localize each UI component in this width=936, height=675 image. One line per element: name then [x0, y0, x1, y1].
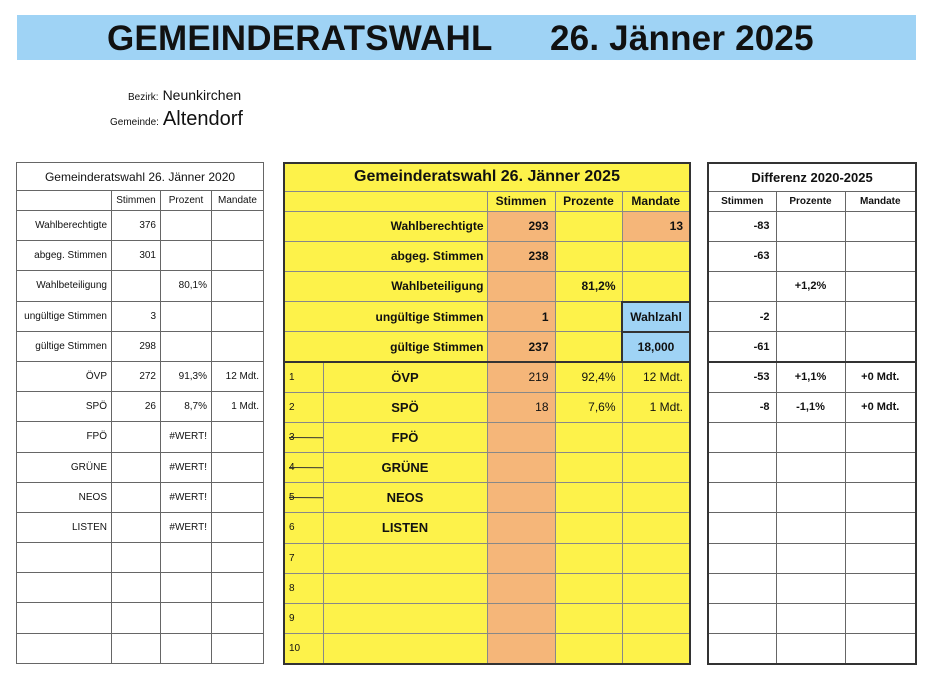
table-row: [17, 301, 264, 331]
table-row: [17, 241, 264, 271]
row-label: gültige Stimmen: [284, 332, 487, 362]
row-number: 2: [284, 392, 323, 422]
table-row: [284, 241, 690, 271]
table-row: [708, 603, 916, 633]
table-row: [708, 634, 916, 664]
row-label: abgeg. Stimmen: [284, 241, 487, 271]
stimmen-cell: [487, 422, 555, 452]
mandate-cell: [212, 331, 264, 361]
prozent-cell: #WERT!: [161, 512, 212, 542]
prozent-cell: #WERT!: [161, 482, 212, 512]
party-label: GRÜNE: [17, 452, 112, 482]
stimmen-diff-cell: [708, 483, 776, 513]
table-row: [708, 483, 916, 513]
table-row: [284, 211, 690, 241]
table-row: [708, 271, 916, 301]
prozent-diff-cell: +1,1%: [776, 362, 845, 392]
table-row: [708, 392, 916, 422]
header-mandate: Mandate: [212, 191, 264, 211]
table-row: [17, 543, 264, 573]
party-label: [17, 543, 112, 573]
stimmen-cell: 376: [112, 211, 161, 241]
row-number: 6: [284, 513, 323, 543]
mandate-cell: [622, 453, 690, 483]
table-row: [17, 452, 264, 482]
table-row: [17, 482, 264, 512]
prozent-cell: [161, 633, 212, 663]
table-row: [17, 573, 264, 603]
prozent-cell: [555, 453, 622, 483]
table-row: [708, 241, 916, 271]
prozent-cell: [555, 211, 622, 241]
prozent-diff-cell: [776, 603, 845, 633]
mandate-cell: [212, 301, 264, 331]
results-table-2020: [16, 162, 264, 664]
table-row: [708, 453, 916, 483]
mandate-cell: [212, 452, 264, 482]
bezirk-value: Neunkirchen: [162, 87, 242, 103]
party-label: SPÖ: [323, 392, 487, 422]
mandate-cell: Wahlzahl: [622, 302, 690, 332]
prozent-cell: [161, 603, 212, 633]
party-label: SPÖ: [17, 392, 112, 422]
stimmen-cell: [112, 422, 161, 452]
prozent-diff-cell: [776, 483, 845, 513]
stimmen-diff-cell: [708, 422, 776, 452]
prozent-cell: [161, 301, 212, 331]
header-mandate: Mandate: [845, 191, 916, 211]
prozent-cell: [161, 241, 212, 271]
table-row: [17, 392, 264, 422]
row-label: Wahlberechtigte: [17, 211, 112, 241]
stimmen-diff-cell: [708, 573, 776, 603]
mandate-diff-cell: [845, 241, 916, 271]
mandate-cell: [622, 634, 690, 664]
table-row: [284, 362, 690, 392]
stimmen-cell: 3: [112, 301, 161, 331]
party-label: [17, 603, 112, 633]
mandate-cell: [212, 422, 264, 452]
header-blank: [284, 191, 487, 211]
header-stimmen: Stimmen: [487, 191, 555, 211]
table-row: [17, 422, 264, 452]
stimmen-cell: [487, 513, 555, 543]
table-row: [284, 483, 690, 513]
mandate-cell: [212, 241, 264, 271]
prozent-diff-cell: [776, 332, 845, 362]
table-row: [708, 543, 916, 573]
stimmen-diff-cell: -63: [708, 241, 776, 271]
table-row: [17, 211, 264, 241]
banner-date: 26. Jänner 2025: [550, 19, 814, 58]
stimmen-cell: [487, 634, 555, 664]
row-label: abgeg. Stimmen: [17, 241, 112, 271]
prozent-diff-cell: [776, 634, 845, 664]
table-row: [17, 633, 264, 663]
prozent-cell: [555, 302, 622, 332]
prozent-cell: [161, 543, 212, 573]
row-label: ungültige Stimmen: [284, 302, 487, 332]
party-label: FPÖ: [17, 422, 112, 452]
row-label: Wahlberechtigte: [284, 211, 487, 241]
prozent-diff-cell: [776, 543, 845, 573]
stimmen-cell: [487, 453, 555, 483]
stimmen-cell: 219: [487, 362, 555, 392]
mandate-cell: 1 Mdt.: [622, 392, 690, 422]
gemeinde-line: [110, 108, 243, 131]
mandate-diff-cell: [845, 302, 916, 332]
mandate-diff-cell: [845, 603, 916, 633]
stimmen-cell: 293: [487, 211, 555, 241]
party-label: ÖVP: [323, 362, 487, 392]
mandate-cell: [212, 573, 264, 603]
prozent-diff-cell: [776, 422, 845, 452]
party-label: NEOS: [323, 483, 487, 513]
stimmen-diff-cell: [708, 603, 776, 633]
stimmen-diff-cell: [708, 513, 776, 543]
gemeinde-label: Gemeinde:: [110, 117, 159, 128]
party-label: [323, 543, 487, 573]
mandate-diff-cell: [845, 453, 916, 483]
prozent-cell: [555, 422, 622, 452]
party-label: FPÖ: [323, 422, 487, 452]
stimmen-diff-cell: [708, 634, 776, 664]
mandate-diff-cell: [845, 573, 916, 603]
mandate-cell: [212, 271, 264, 301]
prozent-cell: [555, 634, 622, 664]
prozent-cell: [161, 573, 212, 603]
stimmen-cell: [112, 573, 161, 603]
prozent-diff-cell: -1,1%: [776, 392, 845, 422]
mandate-cell: 12 Mdt.: [622, 362, 690, 392]
stimmen-cell: [112, 603, 161, 633]
header-stimmen: Stimmen: [708, 191, 776, 211]
row-number: 4: [284, 453, 323, 483]
table-row: [17, 603, 264, 633]
stimmen-diff-cell: -61: [708, 332, 776, 362]
banner-title: GEMEINDERATSWAHL: [107, 19, 493, 58]
stimmen-cell: 272: [112, 361, 161, 391]
mandate-cell: [622, 543, 690, 573]
mandate-cell: [212, 603, 264, 633]
stimmen-cell: 238: [487, 241, 555, 271]
mandate-cell: [212, 482, 264, 512]
prozent-diff-cell: [776, 513, 845, 543]
prozent-cell: [555, 573, 622, 603]
party-label: [323, 603, 487, 633]
prozent-cell: [161, 211, 212, 241]
stimmen-cell: [487, 483, 555, 513]
table-row: [708, 573, 916, 603]
prozent-diff-cell: [776, 302, 845, 332]
mandate-diff-cell: [845, 271, 916, 301]
prozent-cell: [161, 331, 212, 361]
table-2020-title: Gemeinderatswahl 26. Jänner 2020: [17, 163, 264, 191]
party-label: [17, 633, 112, 663]
row-number: 3: [284, 422, 323, 452]
header-blank: [17, 191, 112, 211]
table-row: [284, 392, 690, 422]
header-mandate: Mandate: [622, 191, 690, 211]
mandate-diff-cell: [845, 543, 916, 573]
table-row: [708, 362, 916, 392]
results-table-2025: [283, 162, 691, 665]
prozent-diff-cell: [776, 211, 845, 241]
stimmen-diff-cell: -2: [708, 302, 776, 332]
table-row: [284, 634, 690, 664]
table-row: [284, 543, 690, 573]
mandate-cell: [622, 513, 690, 543]
stimmen-cell: [487, 543, 555, 573]
table-row: [17, 361, 264, 391]
party-label: LISTEN: [17, 512, 112, 542]
title-banner: [17, 15, 916, 60]
stimmen-cell: [112, 633, 161, 663]
stimmen-cell: [112, 271, 161, 301]
stimmen-cell: [487, 573, 555, 603]
party-label: GRÜNE: [323, 453, 487, 483]
row-label: Wahlbeteiligung: [17, 271, 112, 301]
mandate-diff-cell: [845, 332, 916, 362]
stimmen-diff-cell: [708, 543, 776, 573]
mandate-cell: 18,000: [622, 332, 690, 362]
row-number: 1: [284, 362, 323, 392]
stimmen-cell: 298: [112, 331, 161, 361]
mandate-cell: 13: [622, 211, 690, 241]
prozent-diff-cell: [776, 241, 845, 271]
mandate-cell: [622, 483, 690, 513]
header-prozent: Prozent: [161, 191, 212, 211]
mandate-cell: [622, 422, 690, 452]
table-row: [708, 422, 916, 452]
table-row: [708, 302, 916, 332]
row-label: ungültige Stimmen: [17, 301, 112, 331]
stimmen-cell: 237: [487, 332, 555, 362]
mandate-cell: [212, 633, 264, 663]
table-row: [708, 513, 916, 543]
mandate-cell: 12 Mdt.: [212, 361, 264, 391]
prozent-cell: [555, 483, 622, 513]
gemeinde-value: Altendorf: [162, 108, 243, 130]
mandate-diff-cell: [845, 513, 916, 543]
bezirk-line: [128, 87, 241, 103]
prozent-cell: [555, 241, 622, 271]
prozent-cell: 92,4%: [555, 362, 622, 392]
mandate-cell: [212, 543, 264, 573]
mandate-cell: 1 Mdt.: [212, 392, 264, 422]
mandate-diff-cell: [845, 483, 916, 513]
prozent-cell: 80,1%: [161, 271, 212, 301]
table-row: [284, 422, 690, 452]
table-row: [17, 331, 264, 361]
row-number: 8: [284, 573, 323, 603]
stimmen-diff-cell: -8: [708, 392, 776, 422]
mandate-cell: [622, 241, 690, 271]
table-row: [708, 211, 916, 241]
mandate-cell: [622, 271, 690, 301]
table-row: [17, 271, 264, 301]
row-number: 5: [284, 483, 323, 513]
mandate-cell: [212, 211, 264, 241]
stimmen-cell: [112, 543, 161, 573]
party-label: [17, 573, 112, 603]
header-stimmen: Stimmen: [112, 191, 161, 211]
stimmen-diff-cell: [708, 453, 776, 483]
bezirk-label: Bezirk:: [128, 92, 159, 103]
party-label: [323, 634, 487, 664]
prozent-cell: 91,3%: [161, 361, 212, 391]
party-label: NEOS: [17, 482, 112, 512]
table-2025-title: Gemeinderatswahl 26. Jänner 2025: [284, 163, 690, 191]
table-row: [284, 453, 690, 483]
header-prozente: Prozente: [555, 191, 622, 211]
mandate-cell: [622, 573, 690, 603]
stimmen-cell: 26: [112, 392, 161, 422]
difference-table: [707, 162, 917, 665]
table-row: [284, 573, 690, 603]
prozent-diff-cell: [776, 453, 845, 483]
row-number: 9: [284, 603, 323, 633]
party-label: [323, 573, 487, 603]
prozent-cell: 7,6%: [555, 392, 622, 422]
prozent-cell: 8,7%: [161, 392, 212, 422]
row-number: 7: [284, 543, 323, 573]
mandate-diff-cell: +0 Mdt.: [845, 362, 916, 392]
stimmen-diff-cell: -83: [708, 211, 776, 241]
table-row: [284, 603, 690, 633]
mandate-cell: [212, 512, 264, 542]
prozent-cell: 81,2%: [555, 271, 622, 301]
stimmen-cell: [487, 271, 555, 301]
stimmen-cell: [112, 512, 161, 542]
prozent-cell: [555, 332, 622, 362]
mandate-diff-cell: [845, 211, 916, 241]
header-prozente: Prozente: [776, 191, 845, 211]
table-row: [284, 513, 690, 543]
prozent-diff-cell: +1,2%: [776, 271, 845, 301]
row-label: Wahlbeteiligung: [284, 271, 487, 301]
table-diff-title: Differenz 2020-2025: [708, 163, 916, 191]
stimmen-cell: [112, 452, 161, 482]
table-row: [708, 332, 916, 362]
mandate-cell: [622, 603, 690, 633]
stimmen-diff-cell: [708, 271, 776, 301]
prozent-diff-cell: [776, 573, 845, 603]
prozent-cell: #WERT!: [161, 452, 212, 482]
stimmen-cell: 1: [487, 302, 555, 332]
prozent-cell: [555, 603, 622, 633]
table-row: [284, 271, 690, 301]
prozent-cell: [555, 513, 622, 543]
party-label: LISTEN: [323, 513, 487, 543]
prozent-cell: #WERT!: [161, 422, 212, 452]
party-label: ÖVP: [17, 361, 112, 391]
table-row: [284, 302, 690, 332]
stimmen-cell: [487, 603, 555, 633]
prozent-cell: [555, 543, 622, 573]
table-row: [17, 512, 264, 542]
stimmen-cell: 301: [112, 241, 161, 271]
stimmen-cell: [112, 482, 161, 512]
mandate-diff-cell: [845, 634, 916, 664]
row-number: 10: [284, 634, 323, 664]
row-label: gültige Stimmen: [17, 331, 112, 361]
stimmen-cell: 18: [487, 392, 555, 422]
stimmen-diff-cell: -53: [708, 362, 776, 392]
table-row: [284, 332, 690, 362]
mandate-diff-cell: +0 Mdt.: [845, 392, 916, 422]
mandate-diff-cell: [845, 422, 916, 452]
